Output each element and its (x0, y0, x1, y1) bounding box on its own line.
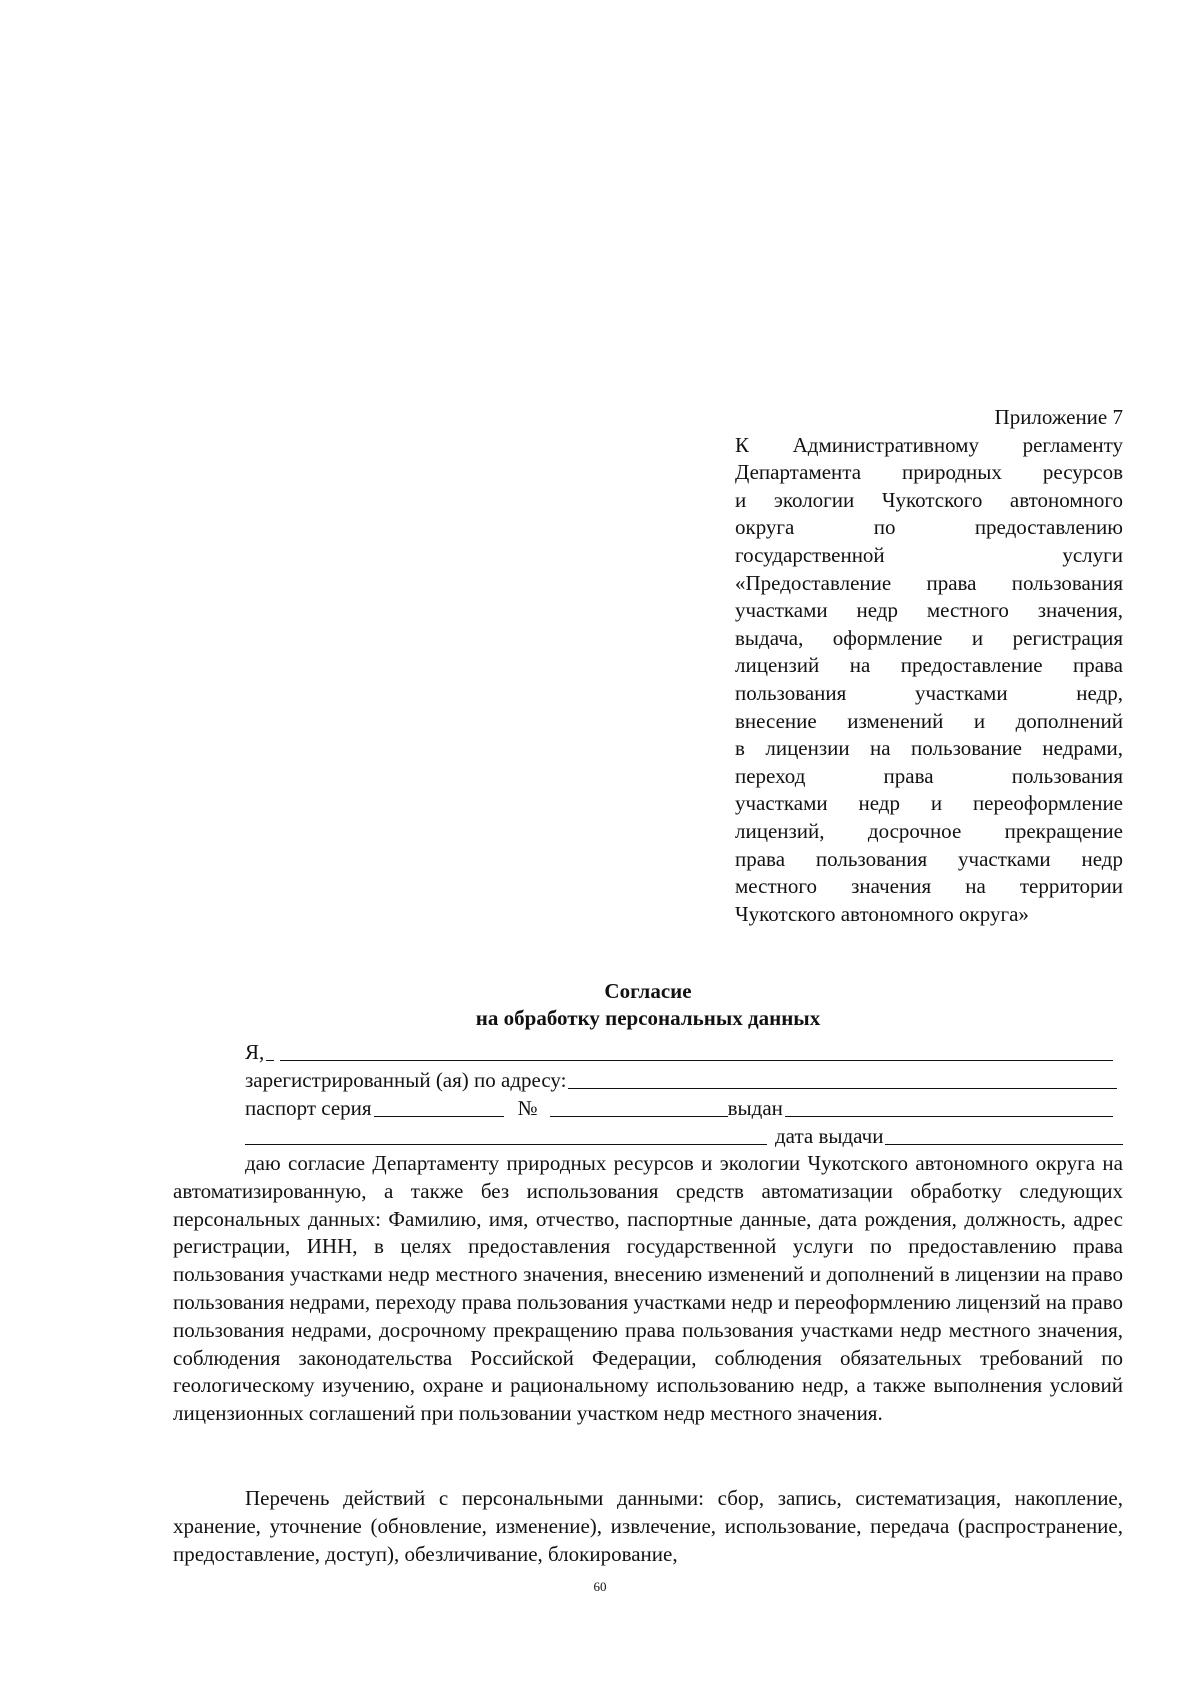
address-row (245, 1066, 1123, 1094)
appendix-line: округа по предоставлению (735, 515, 1123, 540)
appendix-line: лицензий на предоставление права (735, 653, 1123, 678)
issue-date-field[interactable] (885, 1124, 1123, 1145)
appendix-line: участками недр местного значения, (735, 598, 1123, 623)
appendix-line: переход права пользования (735, 763, 1123, 788)
full-name-field[interactable] (280, 1040, 1113, 1061)
appendix-line: К Административному регламенту (735, 432, 1123, 457)
page-number: 60 (593, 1579, 607, 1594)
appendix-line: и экологии Чукотского автономного (735, 487, 1123, 512)
appendix-line: Чукотского автономного округа» (735, 901, 1029, 926)
passport-series-field[interactable] (374, 1096, 504, 1117)
spacer (266, 1040, 274, 1061)
passport-series-label: паспорт серия (245, 1096, 372, 1120)
passport-row (245, 1094, 1123, 1122)
appendix-line: участками недр и переоформление (735, 791, 1123, 816)
appendix-line: государственной услуги (735, 542, 1123, 567)
full-name-row (245, 1038, 1123, 1066)
passport-number-label: № (517, 1096, 538, 1120)
appendix-line: местного значения на территории (735, 874, 1123, 899)
document-subtitle: на обработку персональных данных (475, 1006, 821, 1030)
appendix-header (735, 404, 1123, 928)
appendix-line: в лицензии на пользование недрами, (735, 736, 1123, 761)
appendix-line: внесение изменений и дополнений (735, 708, 1123, 733)
issue-date-row (245, 1122, 1123, 1150)
appendix-line: выдача, оформление и регистрация (735, 625, 1123, 650)
issued-by-continuation-field[interactable] (245, 1124, 767, 1145)
appendix-line: «Предоставление права пользования (735, 570, 1123, 595)
issue-date-label: дата выдачи (775, 1124, 884, 1148)
i-label: Я, (245, 1040, 265, 1064)
document-title: Согласие (604, 979, 692, 1003)
appendix-line: права пользования участками недр (735, 846, 1123, 871)
appendix-line: пользования участками недр, (735, 680, 1123, 705)
appendix-line: Департамента природных ресурсов (735, 460, 1123, 485)
appendix-label: Приложение 7 (994, 405, 1123, 429)
address-field[interactable] (568, 1068, 1117, 1089)
issued-by-field[interactable] (785, 1096, 1113, 1117)
actions-paragraph: Перечень действий с персональными данными: сбор, запись, систематизация, накопление, хранение, уточнение (обновление, изменение), извлечение, использование, передача (распространение, предоставление, доступ), обезличивание, блокирование, (173, 1486, 1123, 1566)
issued-label: выдан (727, 1096, 783, 1120)
consent-paragraph: даю согласие Департаменту природных ресурсов и экологии Чукотского автономного округа на автоматизированную, а также без использования средств автоматизации обработку следующих персональных данных: Фамилию, имя, отчество, паспортные данные, дата рождения, должность, адрес регистрации, ИНН, в целях предоставления государственной услуги по предоставлению права пользования участками недр местного значения, внесению изменений и дополнений в лицензии на право пользования недрами, переходу права пользования участками недр и переоформлению лицензий на право пользования недрами, досрочному прекращению права пользования участками недр местного значения, соблюдения законодательства Российской Федерации, соблюдения обязательных требований по геологическому изучению, охране и рациональному использованию недр, а также выполнения условий лицензионных соглашений при пользовании участком недр местного значения. (173, 1151, 1123, 1426)
address-label: зарегистрированный (ая) по адресу: (245, 1068, 567, 1092)
passport-number-field[interactable] (550, 1096, 728, 1117)
appendix-line: лицензий, досрочное прекращение (735, 818, 1123, 843)
